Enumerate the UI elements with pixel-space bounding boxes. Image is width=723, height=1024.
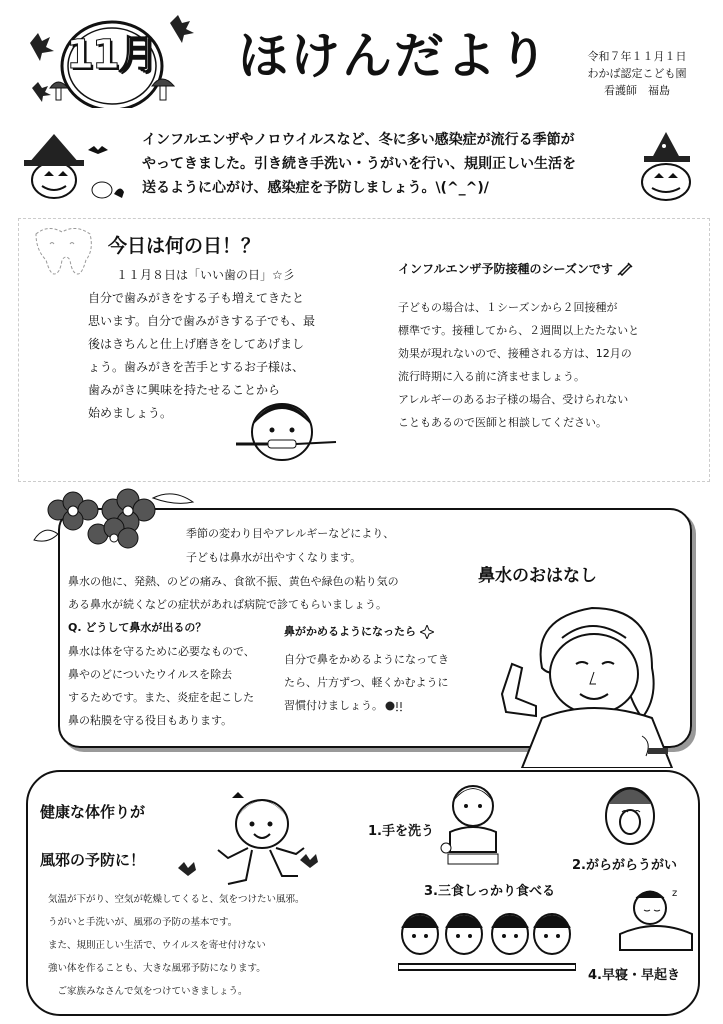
family-eating-icon [398, 904, 576, 992]
health-line: また、規則正しい生活で、ウイルスを寄せ付けない [48, 940, 266, 951]
boy-jumping-icon [172, 790, 322, 890]
runny-nose-blow-line: 自分で鼻をかめるようになってき [284, 653, 449, 666]
sleeping-child-icon [614, 884, 696, 958]
health-line: 気温が下がり、空気が乾燥してくると、気をつけたい風邪。 [48, 894, 305, 905]
flu-vaccine-heading [398, 258, 639, 280]
flu-vaccine-section [398, 258, 639, 434]
teeth-day-line: 始めましょう。 [88, 406, 173, 420]
runny-nose-body [68, 570, 399, 616]
health-heading-2: 風邪の予防に！ [40, 851, 146, 869]
intro-line: 送るように心がけ、感染症を予防しましょう。\(^_^)/ [142, 180, 489, 196]
teeth-day-line: 自分で歯みがきをする子も増えてきたと [88, 291, 305, 305]
runny-nose-body-line: 鼻水の他に、発熱、のどの痛み、食欲不振、黄色や緑色の粘り気の [68, 575, 399, 588]
health-line: うがいと手洗いが、風邪の予防の基本です。 [48, 917, 238, 928]
sparkle-icon [420, 625, 434, 639]
flu-vaccine-line: 子どもの場合は、１シーズンから２回接種が [398, 301, 618, 314]
tip-handwash: 1.手を洗う [368, 824, 434, 839]
month-badge: 11月 [66, 32, 156, 78]
runny-nose-heading: 鼻水のおはなし [478, 566, 597, 586]
runny-nose-intro-line: 季節の変わり目やアレルギーなどにより、 [186, 527, 395, 540]
health-line: ご家族みなさんで気をつけていきましょう。 [48, 986, 248, 997]
teeth-day-heading: 今日は何の日！？ [108, 235, 261, 257]
runny-nose-q-line: 鼻やのどについたウイルスを除去 [68, 668, 233, 681]
teeth-day-line: 思います。自分で歯みがきする子でも、最 [88, 314, 316, 328]
flowers-icon [28, 480, 198, 564]
teeth-day-line: １１月８日は「いい歯の日」☆彡 [116, 268, 295, 282]
witch-pumpkin-left-icon [18, 130, 128, 204]
header-info [572, 48, 702, 99]
runny-nose-blow [284, 622, 449, 717]
intro-text [142, 128, 576, 200]
tissue-icon [385, 700, 403, 712]
teeth-day-line: 後はきちんと仕上げ磨きをしてあげまし [88, 337, 305, 351]
teeth-day-line: ょう。歯みがきを苦手とするお子様は、 [88, 360, 305, 374]
runny-nose-intro-line: 子どもは鼻水が出やすくなります。 [186, 551, 362, 564]
intro-line: インフルエンザやノロウイルスなど、冬に多い感染症が流行る季節が [142, 132, 575, 148]
runny-nose-q-line: 鼻の粘膜を守る役目もあります。 [68, 714, 233, 727]
runny-nose-intro [186, 522, 394, 570]
runny-nose-blow-heading-text: 鼻がかめるようになったら [284, 625, 416, 638]
author-name: 看護師 福島 [604, 84, 670, 97]
runny-nose-blow-heading [284, 622, 449, 642]
witch-pumpkin-right-icon [622, 128, 702, 212]
flu-vaccine-line: 標準です。接種してから、２週間以上たたないと [398, 324, 640, 337]
svg-text:z: z [672, 888, 678, 899]
runny-nose-body-line: ある鼻水が続くなどの症状があれば病院で診てもらいましょう。 [68, 598, 387, 611]
runny-nose-blow-line: たら、片方ずつ、軽くかむように [284, 676, 449, 689]
syringe-icon [617, 262, 633, 276]
flu-vaccine-line: 流行時期に入る前に済ませましょう。 [398, 370, 585, 383]
tip-three-meals: 3.三食しっかり食べる [424, 884, 555, 899]
flu-vaccine-line: こともあるので医師と相談してください。 [398, 416, 607, 429]
teeth-day-line: 歯みがきに興味を持たせることから [88, 383, 281, 397]
health-heading-1: 健康な体作りが [40, 803, 146, 821]
issue-date: 令和７年１１月１日 [587, 50, 687, 63]
runny-nose-q-line: 鼻水は体を守るために必要なもので、 [68, 645, 255, 658]
runny-nose-q-line: するためです。また、炎症を起こした [68, 691, 255, 704]
runny-nose-q [68, 618, 255, 732]
tip-gargle: 2.がらがらうがい [572, 858, 677, 873]
nurse-icon [482, 598, 702, 772]
newsletter-title: ほけんだより [238, 27, 550, 85]
runny-nose-blow-line: 習慣付けましょう。 [284, 699, 383, 712]
flu-vaccine-heading-text: インフルエンザ予防接種のシーズンです [398, 262, 613, 276]
health-line: 強い体を作ることも、大きな風邪予防になります。 [48, 963, 266, 974]
tip-early-sleep: 4.早寝・早起き [588, 968, 680, 983]
gargle-child-icon [594, 782, 666, 856]
child-brushing-icon [232, 396, 342, 470]
flu-vaccine-line: アレルギーのあるお子様の場合、受けられない [398, 393, 629, 406]
school-name: わかば認定こども園 [587, 67, 687, 80]
handwash-child-icon [438, 780, 508, 874]
intro-line: やってきました。引き続き手洗い・うがいを行い、規則正しい生活を [142, 156, 576, 172]
flu-vaccine-line: 効果が現れないので、接種される方は、12月の [398, 347, 632, 360]
runny-nose-q-heading: Q. どうして鼻水が出るの？ [68, 621, 207, 634]
runny-nose-blow-line-wrap [284, 694, 449, 717]
health-text [48, 888, 305, 1003]
